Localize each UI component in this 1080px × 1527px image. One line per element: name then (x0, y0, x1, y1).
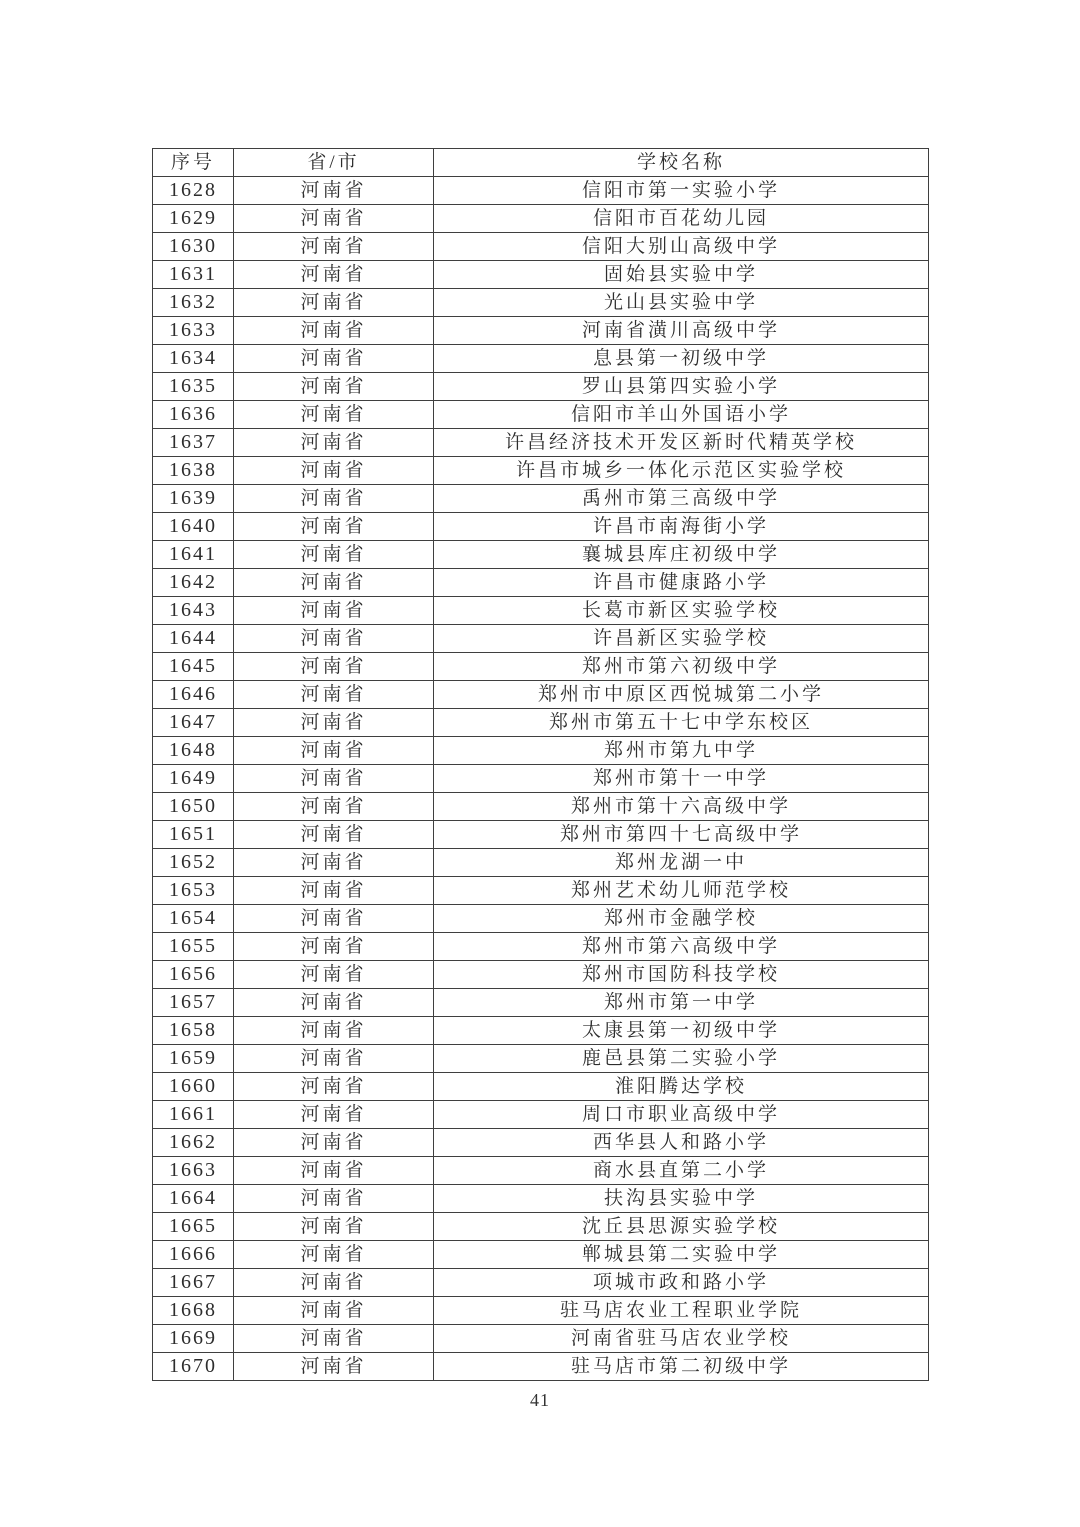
cell-province: 河南省 (234, 737, 434, 765)
cell-serial: 1647 (153, 709, 234, 737)
cell-school-name: 商水县直第二小学 (434, 1157, 929, 1185)
cell-province: 河南省 (234, 597, 434, 625)
cell-province: 河南省 (234, 1353, 434, 1381)
cell-school-name: 信阳市百花幼儿园 (434, 205, 929, 233)
table-row (153, 1213, 929, 1241)
cell-school-name: 太康县第一初级中学 (434, 1017, 929, 1045)
cell-serial: 1639 (153, 485, 234, 513)
cell-province: 河南省 (234, 1129, 434, 1157)
cell-province: 河南省 (234, 1213, 434, 1241)
table-row (153, 653, 929, 681)
table-row (153, 1325, 929, 1353)
cell-school-name: 鹿邑县第二实验小学 (434, 1045, 929, 1073)
table-row (153, 429, 929, 457)
table-row (153, 569, 929, 597)
cell-school-name: 郸城县第二实验中学 (434, 1241, 929, 1269)
table-row (153, 485, 929, 513)
cell-province: 河南省 (234, 1073, 434, 1101)
table-row (153, 933, 929, 961)
page-number: 41 (530, 1390, 550, 1410)
cell-province: 河南省 (234, 793, 434, 821)
school-table-container (152, 148, 928, 1381)
cell-serial: 1640 (153, 513, 234, 541)
cell-school-name: 扶沟县实验中学 (434, 1185, 929, 1213)
table-row (153, 289, 929, 317)
cell-school-name: 郑州市中原区西悦城第二小学 (434, 681, 929, 709)
cell-school-name: 信阳大别山高级中学 (434, 233, 929, 261)
cell-serial: 1634 (153, 345, 234, 373)
cell-serial: 1660 (153, 1073, 234, 1101)
cell-school-name: 西华县人和路小学 (434, 1129, 929, 1157)
cell-province: 河南省 (234, 681, 434, 709)
cell-school-name: 许昌市健康路小学 (434, 569, 929, 597)
cell-serial: 1641 (153, 541, 234, 569)
cell-province: 河南省 (234, 513, 434, 541)
cell-province: 河南省 (234, 1269, 434, 1297)
table-row (153, 373, 929, 401)
cell-school-name: 河南省驻马店农业学校 (434, 1325, 929, 1353)
cell-serial: 1656 (153, 961, 234, 989)
cell-school-name: 罗山县第四实验小学 (434, 373, 929, 401)
table-row (153, 1101, 929, 1129)
cell-school-name: 光山县实验中学 (434, 289, 929, 317)
table-row (153, 597, 929, 625)
cell-province: 河南省 (234, 457, 434, 485)
cell-province: 河南省 (234, 905, 434, 933)
table-row (153, 765, 929, 793)
cell-province: 河南省 (234, 1241, 434, 1269)
cell-province: 河南省 (234, 933, 434, 961)
table-row (153, 905, 929, 933)
cell-school-name: 驻马店市第二初级中学 (434, 1353, 929, 1381)
cell-serial: 1653 (153, 877, 234, 905)
cell-serial: 1628 (153, 177, 234, 205)
cell-province: 河南省 (234, 821, 434, 849)
cell-province: 河南省 (234, 429, 434, 457)
cell-serial: 1635 (153, 373, 234, 401)
cell-province: 河南省 (234, 373, 434, 401)
cell-serial: 1651 (153, 821, 234, 849)
table-row (153, 205, 929, 233)
cell-serial: 1649 (153, 765, 234, 793)
cell-serial: 1637 (153, 429, 234, 457)
table-header-row (153, 149, 929, 177)
cell-province: 河南省 (234, 653, 434, 681)
table-row (153, 401, 929, 429)
table-row (153, 1353, 929, 1381)
cell-province: 河南省 (234, 401, 434, 429)
cell-serial: 1631 (153, 261, 234, 289)
cell-province: 河南省 (234, 485, 434, 513)
cell-serial: 1632 (153, 289, 234, 317)
cell-serial: 1669 (153, 1325, 234, 1353)
table-row (153, 1017, 929, 1045)
cell-serial: 1666 (153, 1241, 234, 1269)
cell-province: 河南省 (234, 849, 434, 877)
cell-province: 河南省 (234, 625, 434, 653)
table-row (153, 1129, 929, 1157)
cell-serial: 1655 (153, 933, 234, 961)
cell-province: 河南省 (234, 345, 434, 373)
table-row (153, 513, 929, 541)
cell-serial: 1644 (153, 625, 234, 653)
cell-province: 河南省 (234, 1017, 434, 1045)
cell-province: 河南省 (234, 289, 434, 317)
cell-province: 河南省 (234, 765, 434, 793)
cell-school-name: 许昌市南海街小学 (434, 513, 929, 541)
cell-school-name: 郑州市国防科技学校 (434, 961, 929, 989)
cell-school-name: 郑州市第一中学 (434, 989, 929, 1017)
cell-province: 河南省 (234, 569, 434, 597)
cell-school-name: 许昌经济技术开发区新时代精英学校 (434, 429, 929, 457)
table-row (153, 261, 929, 289)
table-row (153, 457, 929, 485)
table-row (153, 1297, 929, 1325)
cell-province: 河南省 (234, 1101, 434, 1129)
cell-school-name: 沈丘县思源实验学校 (434, 1213, 929, 1241)
cell-school-name: 郑州市第四十七高级中学 (434, 821, 929, 849)
cell-province: 河南省 (234, 1185, 434, 1213)
table-row (153, 541, 929, 569)
table-row (153, 821, 929, 849)
table-row (153, 1157, 929, 1185)
cell-school-name: 周口市职业高级中学 (434, 1101, 929, 1129)
table-row (153, 989, 929, 1017)
cell-serial: 1648 (153, 737, 234, 765)
table-row (153, 961, 929, 989)
cell-serial: 1629 (153, 205, 234, 233)
school-table (152, 148, 929, 1381)
cell-serial: 1630 (153, 233, 234, 261)
cell-school-name: 郑州艺术幼儿师范学校 (434, 877, 929, 905)
cell-school-name: 禹州市第三高级中学 (434, 485, 929, 513)
cell-province: 河南省 (234, 261, 434, 289)
cell-school-name: 信阳市第一实验小学 (434, 177, 929, 205)
column-header-province: 省/市 (234, 149, 434, 177)
cell-serial: 1664 (153, 1185, 234, 1213)
cell-province: 河南省 (234, 961, 434, 989)
column-header-school-name: 学校名称 (434, 149, 929, 177)
cell-school-name: 郑州市金融学校 (434, 905, 929, 933)
cell-province: 河南省 (234, 317, 434, 345)
cell-province: 河南省 (234, 1297, 434, 1325)
cell-serial: 1643 (153, 597, 234, 625)
cell-serial: 1657 (153, 989, 234, 1017)
cell-school-name: 郑州市第十一中学 (434, 765, 929, 793)
table-row (153, 177, 929, 205)
table-row (153, 849, 929, 877)
cell-serial: 1663 (153, 1157, 234, 1185)
table-row (153, 1073, 929, 1101)
table-row (153, 317, 929, 345)
cell-serial: 1659 (153, 1045, 234, 1073)
cell-serial: 1633 (153, 317, 234, 345)
cell-school-name: 襄城县库庄初级中学 (434, 541, 929, 569)
cell-school-name: 信阳市羊山外国语小学 (434, 401, 929, 429)
cell-serial: 1670 (153, 1353, 234, 1381)
cell-school-name: 息县第一初级中学 (434, 345, 929, 373)
cell-province: 河南省 (234, 1157, 434, 1185)
cell-serial: 1646 (153, 681, 234, 709)
table-row (153, 1185, 929, 1213)
cell-school-name: 长葛市新区实验学校 (434, 597, 929, 625)
table-row (153, 345, 929, 373)
cell-serial: 1636 (153, 401, 234, 429)
cell-province: 河南省 (234, 877, 434, 905)
cell-serial: 1645 (153, 653, 234, 681)
table-row (153, 1269, 929, 1297)
cell-school-name: 许昌市城乡一体化示范区实验学校 (434, 457, 929, 485)
cell-serial: 1654 (153, 905, 234, 933)
cell-school-name: 项城市政和路小学 (434, 1269, 929, 1297)
cell-serial: 1638 (153, 457, 234, 485)
cell-serial: 1665 (153, 1213, 234, 1241)
cell-serial: 1650 (153, 793, 234, 821)
table-row (153, 793, 929, 821)
table-row (153, 1045, 929, 1073)
table-row (153, 877, 929, 905)
cell-serial: 1668 (153, 1297, 234, 1325)
cell-school-name: 驻马店农业工程职业学院 (434, 1297, 929, 1325)
cell-serial: 1652 (153, 849, 234, 877)
cell-serial: 1662 (153, 1129, 234, 1157)
cell-school-name: 河南省潢川高级中学 (434, 317, 929, 345)
cell-province: 河南省 (234, 233, 434, 261)
table-row (153, 681, 929, 709)
cell-province: 河南省 (234, 177, 434, 205)
table-row (153, 709, 929, 737)
cell-province: 河南省 (234, 989, 434, 1017)
cell-province: 河南省 (234, 205, 434, 233)
cell-serial: 1642 (153, 569, 234, 597)
cell-school-name: 郑州市第五十七中学东校区 (434, 709, 929, 737)
cell-province: 河南省 (234, 541, 434, 569)
table-row (153, 233, 929, 261)
table-row (153, 1241, 929, 1269)
cell-serial: 1658 (153, 1017, 234, 1045)
cell-province: 河南省 (234, 709, 434, 737)
cell-school-name: 郑州市第六高级中学 (434, 933, 929, 961)
cell-school-name: 郑州市第十六高级中学 (434, 793, 929, 821)
cell-province: 河南省 (234, 1325, 434, 1353)
cell-school-name: 固始县实验中学 (434, 261, 929, 289)
cell-serial: 1667 (153, 1269, 234, 1297)
table-row (153, 737, 929, 765)
cell-school-name: 许昌新区实验学校 (434, 625, 929, 653)
cell-school-name: 郑州龙湖一中 (434, 849, 929, 877)
cell-school-name: 郑州市第九中学 (434, 737, 929, 765)
cell-school-name: 郑州市第六初级中学 (434, 653, 929, 681)
cell-province: 河南省 (234, 1045, 434, 1073)
cell-serial: 1661 (153, 1101, 234, 1129)
table-row (153, 625, 929, 653)
column-header-serial: 序号 (153, 149, 234, 177)
cell-school-name: 淮阳腾达学校 (434, 1073, 929, 1101)
